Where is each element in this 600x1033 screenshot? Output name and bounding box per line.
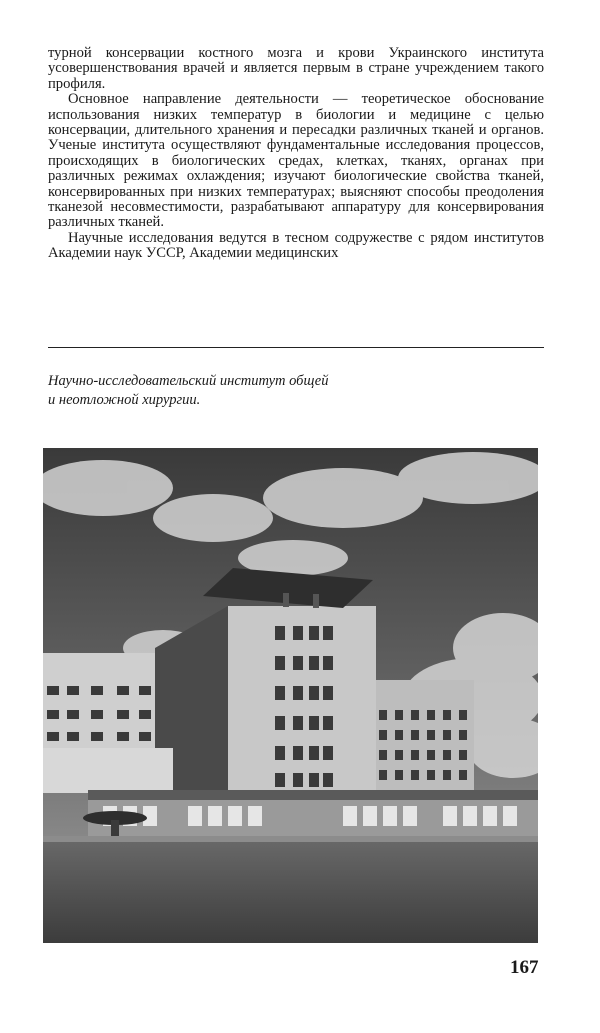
left-wing [43, 653, 158, 758]
caption-line-1: Научно-исследовательский институт общей [48, 373, 329, 389]
gallery-roof [88, 790, 538, 800]
page-number: 167 [510, 957, 539, 978]
paragraph-continuation: турной консервации костного мозга и крови Украинского института усовершенствования врачей и является первым в стране учреждением такого профиля. [48, 45, 544, 92]
footnote-divider-rule [48, 347, 544, 348]
lawn [43, 836, 538, 943]
building-illustration [43, 448, 538, 943]
photo-caption [48, 372, 408, 410]
body-text [48, 46, 544, 262]
caption-line-2: и неотложной хирургии. [48, 392, 201, 408]
institute-building-photo [43, 448, 538, 943]
paragraph-main-direction: Основное направление деятельности — теоретическое обоснование использования низких температур в биологии и медицине с целью консервации, длительного хранения и пересадки различных тканей и органов. Ученые института осуществляют фундаментальные исследования процессов, происходящих в биологических средах, клетках, тканях, органах при различных режимах охлаждения; изучают биологические свойства тканей, консервированных при низких температурах; выясняют способы преодоления тканезой несовместимости, разрабатывают аппаратуру для консервирования различных тканей. [48, 91, 544, 231]
paragraph-research-cooperation: Научные исследования ведутся в тесном содружестве с рядом институтов Академии наук УССР, Академии медицинских [48, 229, 544, 262]
lower-block [43, 748, 173, 793]
